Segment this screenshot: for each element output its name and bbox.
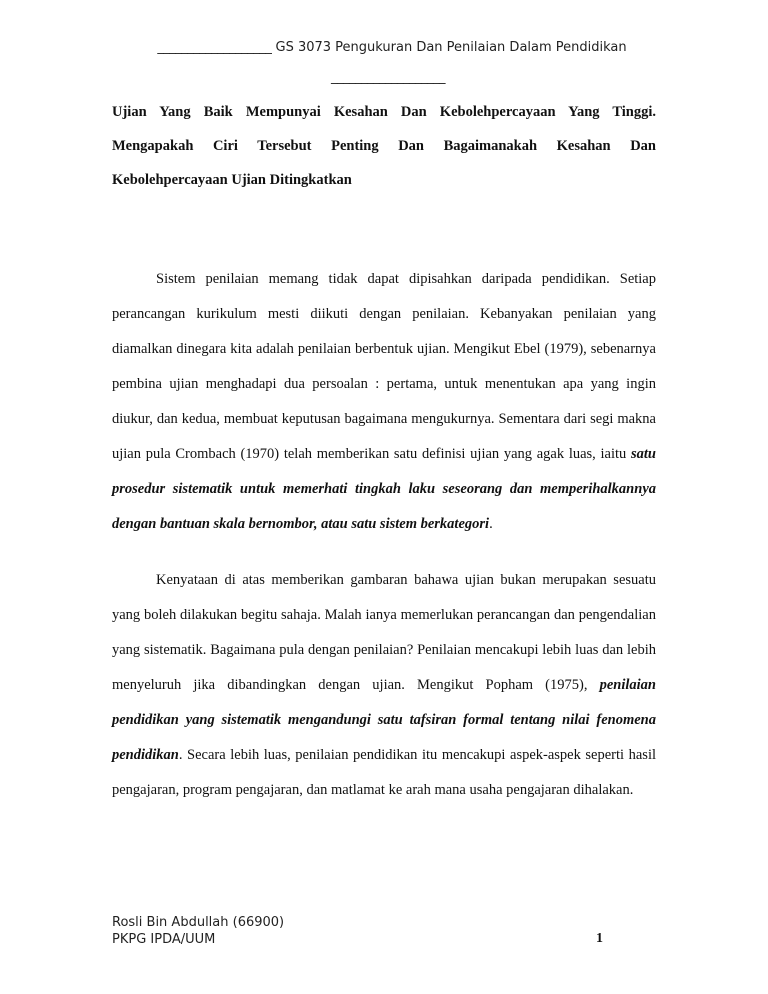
page-number: 1 — [596, 931, 603, 946]
paragraph-2-text-a: Kenyataan di atas memberikan gambaran bahawa ujian bukan merupakan sesuatu yang boleh dilakukan begitu sahaja. Malah ianya memerlukan perancangan dan pengendalian yang sistematik. Bagaimana pula dengan penilaian? Penilaian mencakupi lebih luas dan lebih menyeluruh jika dibandingkan dengan ujian. Mengikut Popham (1975), — [112, 572, 656, 693]
paragraph-2-text-b: . Secara lebih luas, penilaian pendidikan itu mencakupi aspek-aspek seperti hasil pengajaran, program pengajaran, dan matlamat ke arah mana usaha pengajaran dihalakan. — [112, 747, 656, 798]
page-footer — [112, 914, 284, 948]
paragraph-2-emphasis: penilaian pendidikan yang sistematik mengandungi satu tafsiran formal tentang nilai fenomena pendidikan — [112, 677, 656, 763]
footer-author: Rosli Bin Abdullah (66900) — [112, 915, 285, 930]
page-header — [0, 40, 768, 86]
paragraph-1 — [112, 262, 656, 542]
document-title: Ujian Yang Baik Mempunyai Kesahan Dan Kebolehpercayaan Yang Tinggi. Mengapakah Ciri Tersebut Penting Dan Bagaimanakah Kesahan Dan Kebolehpercayaan Ujian Ditingkatkan — [112, 104, 656, 188]
header-rule-left: ___________________ — [157, 40, 272, 55]
paragraph-1-text-a: Sistem penilaian memang tidak dapat dipisahkan daripada pendidikan. Setiap perancangan kurikulum mesti diikuti dengan penilaian. Kebanyakan penilaian yang diamalkan dinegara kita adalah penilaian berbentuk ujian. Mengikut Ebel (1979), sebenarnya pembina ujian menghadapi dua persoalan : pertama, untuk menentukan apa yang ingin diukur, dan kedua, membuat keputusan bagaimana mengukurnya. Sementara dari segi makna ujian pula Crombach (1970) telah memberikan satu definisi ujian yang agak luas, iaitu — [112, 271, 656, 462]
paragraph-2 — [112, 563, 656, 808]
paragraph-1-text-b: . — [489, 516, 493, 532]
footer-program: PKPG IPDA/UUM — [112, 932, 216, 947]
header-course-title: GS 3073 Pengukuran Dan Penilaian Dalam Pendidikan — [275, 40, 627, 55]
paragraph-1-emphasis: satu prosedur sistematik untuk memerhati tingkah laku seseorang dan memperihalkannya dengan bantuan skala bernombor, atau satu sistem berkategori — [112, 446, 656, 532]
header-rule-bottom: ___________________ — [331, 70, 445, 85]
